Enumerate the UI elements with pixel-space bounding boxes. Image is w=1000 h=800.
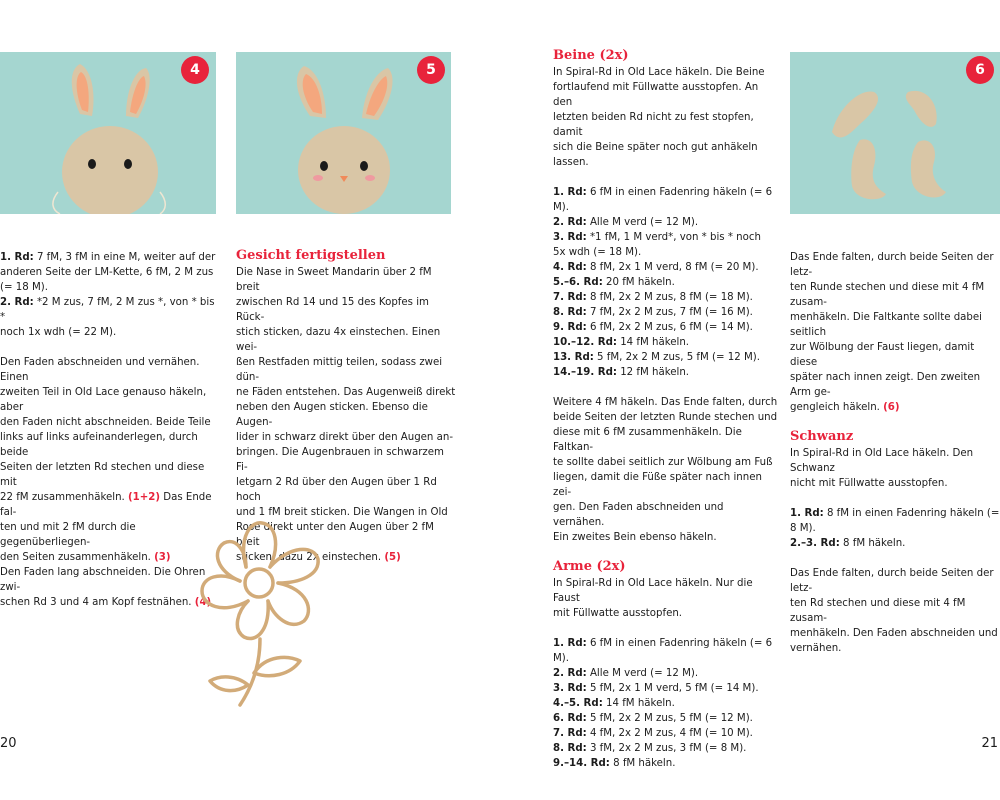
section-heading: Beine (2x) bbox=[553, 48, 629, 63]
page-number-left: 20 bbox=[0, 736, 17, 751]
pattern-row: 9.–14. Rd: 8 fM häkeln. bbox=[553, 758, 676, 769]
photo-arms-legs bbox=[790, 52, 1000, 214]
pattern-row: 7. Rd: 8 fM, 2x 2 M zus, 8 fM (= 18 M). bbox=[553, 292, 753, 303]
legs-arms-instructions: Beine (2x) In Spiral-Rd in Old Lace häkeln. Die Beine fortlaufend mit Füllwatte ausstopfen. An den letzten beiden Rd nicht zu fest stopfen, damit sich die Beine später noch gut anhäkeln lassen. 1. Rd: 6 fM in einen Fadenring häkeln (= 6 M). 2. Rd: Alle M verd (= 12 M). 3. Rd: *1 fM, 1 M verd*, von * bis * noch 5x wdh (= 18 M). 4. Rd: 8 fM, 2x 1 M verd, 8 fM (= 20 M). 5.–6. Rd: 20 fM häkeln. 7. Rd: 8 fM, 2x 2 M zus, 8 fM (= 18 M). 8. Rd: 7 fM, 2x 2 M zus, 7 fM (= 16 M). 9. Rd: 6 fM, 2x 2 M zus, 6 fM (= 14 M). 10.–12. Rd: 14 fM häkeln. 13. Rd: 5 fM, 2x 2 M zus, 5 fM (= 12 M). 14.–19. Rd: 12 fM häkeln. Weitere 4 fM häkeln. Das Ende falten, durch beide Seiten der letzten Runde stechen und diese mit 6 fM zusammenhäkeln. Die Faltkan- te sollte dabei seitlich zur Wölbung am Fuß liegen, damit die Füße später nach innen zei- gen. Den Faden abschneiden und vernähen. Ein zweites Bein ebenso häkeln. Arme (2x) In Spiral-Rd in Old Lace häkeln. Nur die Faust mit Füllwatte ausstopfen. 1. Rd: 6 fM in einen Fadenring häkeln (= 6 M). 2. Rd: Alle M verd (= 12 M). 3. Rd: 5 fM, 2x 1 M verd, 5 fM (= 14 M). 4.–5. Rd: 14 fM häkeln. 6. Rd: 5 fM, 2x 2 M zus, 5 fM (= 12 M). 7. Rd: 4 fM, 2x 2 M zus, 4 fM (= 10 M). 8. Rd: 3 fM, 2x 2 M zus, 3 fM (= 8 M). 9.–14. Rd: 8 fM häkeln. bbox=[553, 48, 778, 769]
section-heading: Arme (2x) bbox=[553, 559, 626, 574]
pattern-row: 2.–3. Rd: 8 fM häkeln. bbox=[790, 538, 906, 549]
pattern-row: 3. Rd: *1 fM, 1 M verd*, von * bis * noch bbox=[553, 232, 761, 243]
pattern-row: 1. Rd: 6 fM in einen Fadenring häkeln (= 6 M). bbox=[553, 187, 773, 213]
figure-ref: (1+2) bbox=[128, 492, 161, 503]
figure-ref: (4) bbox=[194, 597, 212, 608]
pattern-row: 1. Rd: 6 fM in einen Fadenring häkeln (= 6 M). bbox=[553, 638, 773, 664]
page-number-right: 21 bbox=[981, 736, 998, 751]
figure-ref: (3) bbox=[154, 552, 171, 563]
pattern-row: 6. Rd: 5 fM, 2x 2 M zus, 5 fM (= 12 M). bbox=[553, 713, 753, 724]
pattern-row: 5x wdh (= 18 M). bbox=[553, 247, 642, 258]
pattern-row: 9. Rd: 6 fM, 2x 2 M zus, 6 fM (= 14 M). bbox=[553, 322, 753, 333]
step-badge: 4 bbox=[181, 56, 209, 84]
step-badge: 5 bbox=[417, 56, 445, 84]
photo-face-finished bbox=[236, 52, 451, 214]
section-heading: Gesicht fertigstellen bbox=[236, 248, 386, 263]
pattern-row: 4. Rd: 8 fM, 2x 1 M verd, 8 fM (= 20 M). bbox=[553, 262, 759, 273]
pattern-row: 4.–5. Rd: 14 fM häkeln. bbox=[553, 698, 675, 709]
pattern-row: 3. Rd: 5 fM, 2x 1 M verd, 5 fM (= 14 M). bbox=[553, 683, 759, 694]
pattern-row: 5.–6. Rd: 20 fM häkeln. bbox=[553, 277, 675, 288]
figure-ref: (5) bbox=[384, 552, 401, 563]
pattern-row: 7. Rd: 4 fM, 2x 2 M zus, 4 fM (= 10 M). bbox=[553, 728, 753, 739]
pattern-row: 8. Rd: 3 fM, 2x 2 M zus, 3 fM (= 8 M). bbox=[553, 743, 747, 754]
pattern-row: 2. Rd: Alle M verd (= 12 M). bbox=[553, 217, 699, 228]
pattern-row: 14.–19. Rd: 12 fM häkeln. bbox=[553, 367, 690, 378]
ears-instructions: 1. Rd: 7 fM, 3 fM in eine M, weiter auf der anderen Seite der LM-Kette, 6 fM, 2 M zus (= 18 M). 2. Rd: *2 M zus, 7 fM, 2 M zus *, von * bis * noch 1x wdh (= 22 M). Den Faden abschneiden und vernähen. Einen zweiten Teil in Old Lace genauso häkeln, aber den Faden nicht abschneiden. Beide Teile links auf links aufeinanderlegen, durch beide Seiten der letzten Rd stechen und diese mit 22 fM zusammenhäkeln. (1+2) Das Ende fal- ten und mit 2 fM durch die gegenüberliegen- den Seiten zusammenhäkeln. (3) Den Faden lang abschneiden. Die Ohren zwi- schen Rd 3 und 4 am Kopf festnähen. (4) bbox=[0, 252, 216, 608]
pattern-row: 8. Rd: 7 fM, 2x 2 M zus, 7 fM (= 16 M). bbox=[553, 307, 753, 318]
pattern-row: 10.–12. Rd: 14 fM häkeln. bbox=[553, 337, 690, 348]
flower-icon bbox=[190, 515, 330, 710]
section-heading: Schwanz bbox=[790, 429, 854, 444]
pattern-row: 13. Rd: 5 fM, 2x 2 M zus, 5 fM (= 12 M). bbox=[553, 352, 760, 363]
step-badge: 6 bbox=[966, 56, 994, 84]
pattern-row: 1. Rd: 8 fM in einen Fadenring häkeln (= 8 M). bbox=[790, 508, 1000, 534]
arms-tail-instructions: Das Ende falten, durch beide Seiten der letz- ten Runde stechen und diese mit 4 fM zusam- menhäkeln. Die Faltkante sollte dabei seitlich zur Wölbung der Faust liegen, damit diese später nach innen zeigt. Den zweiten Arm ge- gengleich häkeln. (6) Schwanz In Spiral-Rd in Old Lace häkeln. Den Schwanz nicht mit Füllwatte ausstopfen. 1. Rd: 8 fM in einen Fadenring häkeln (= 8 M). 2.–3. Rd: 8 fM häkeln. Das Ende falten, durch beide Seiten der letz- ten Rd stechen und diese mit 4 fM zusam- menhäkeln. Den Faden abschneiden und vernähen. bbox=[790, 252, 1000, 654]
figure-ref: (6) bbox=[883, 402, 900, 413]
face-instructions: Gesicht fertigstellen Die Nase in Sweet Mandarin über 2 fM breit zwischen Rd 14 und 15 des Kopfes im Rück- stich sticken, dazu 4x einstechen. Einen wei- ßen Restfaden mittig teilen, sodass zwei dün- ne Fäden entstehen. Das Augenweiß direkt neben den Augen sticken. Ebenso die Augen- lider in schwarz direkt über den Augen an- bringen. Die Augenbrauen in schwarzem Fi- letgarn 2 Rd über den Augen über 1 Rd hoch und 1 fM breit sticken. Die Wangen in Old Rose direkt unter den Augen über 2 fM breit sticken, dazu 2x einstechen. (5) bbox=[236, 248, 456, 563]
photo-ears-attached bbox=[0, 52, 216, 214]
pattern-row: 2. Rd: Alle M verd (= 12 M). bbox=[553, 668, 699, 679]
